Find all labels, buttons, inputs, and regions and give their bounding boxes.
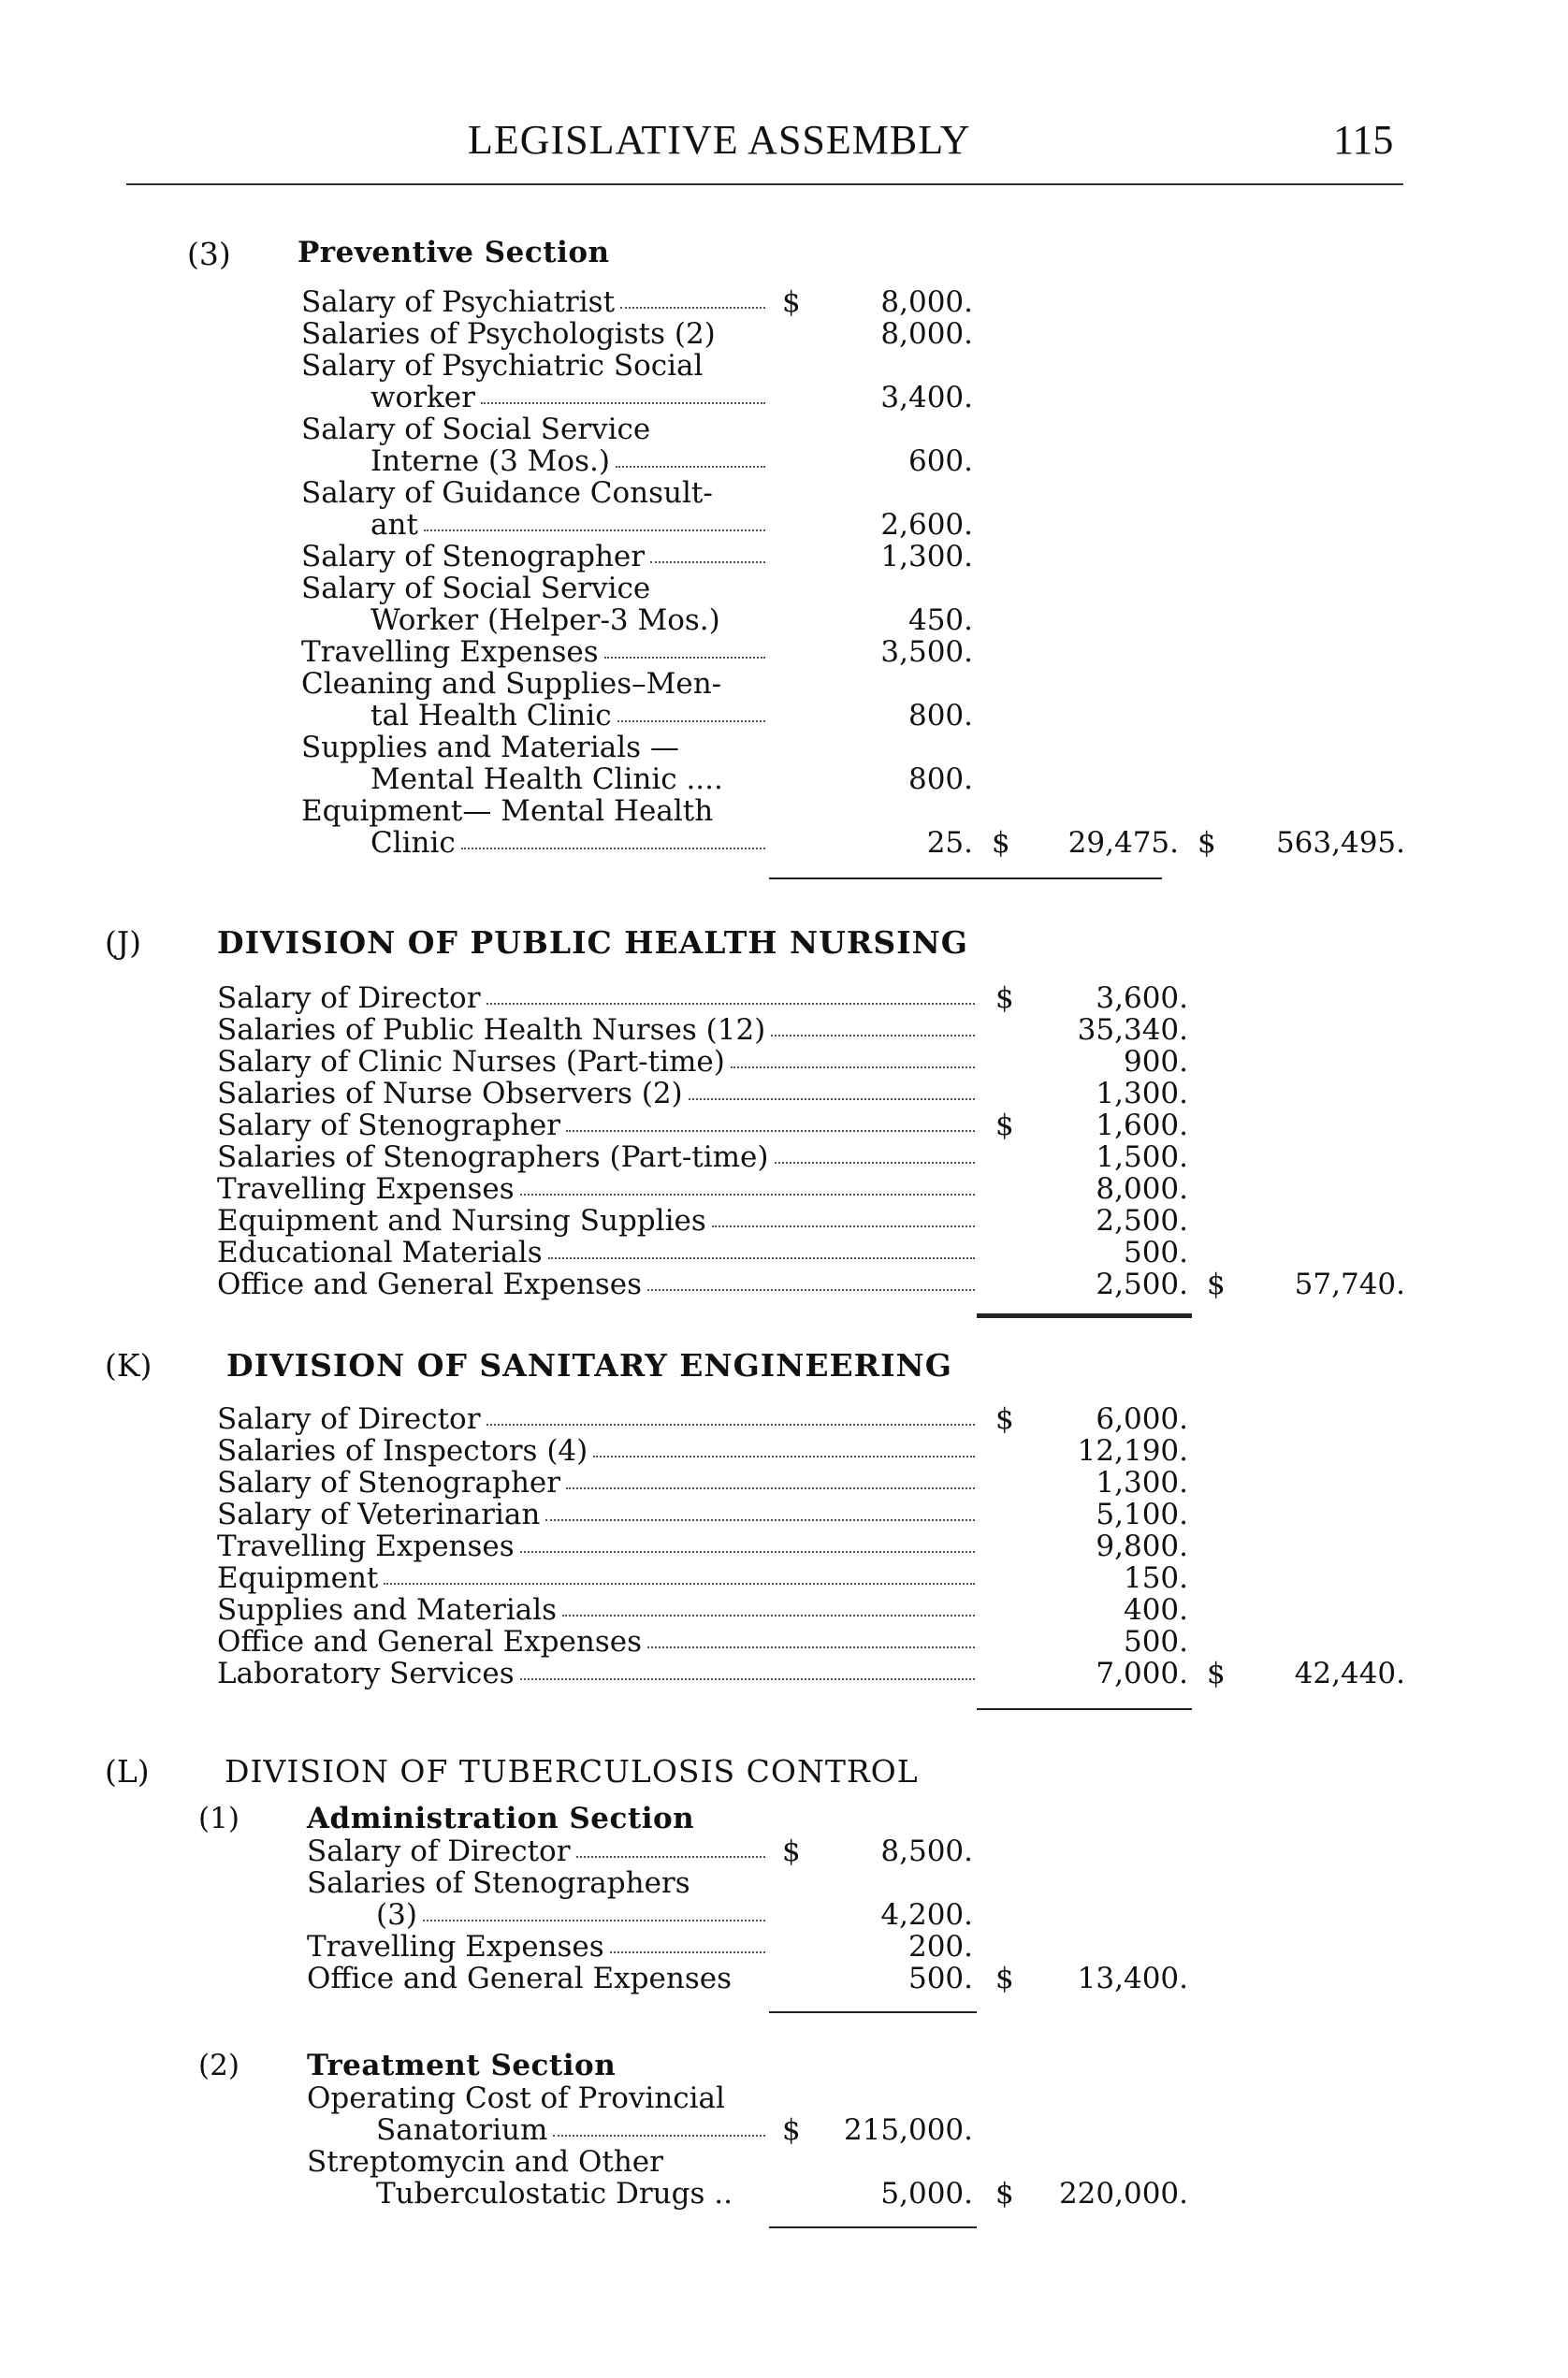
nursing-total: 57,740. bbox=[1294, 1268, 1405, 1301]
treatment-item-amount: 5,000. bbox=[880, 2177, 973, 2211]
preventive-item-line: ant bbox=[301, 509, 771, 541]
preventive-item-amount: 8,000. bbox=[880, 285, 973, 319]
sanitary-item-amount: 5,100. bbox=[1096, 1498, 1188, 1531]
preventive-item-amount: 1,300. bbox=[880, 540, 973, 573]
preventive-item-amount: 800. bbox=[907, 699, 973, 732]
dollar-sign: $ bbox=[995, 1109, 1014, 1142]
dollar-sign: $ bbox=[995, 981, 1014, 1015]
sanitary-item-line: Supplies and Materials bbox=[217, 1594, 980, 1626]
dollar-sign: $ bbox=[995, 1962, 1014, 1995]
preventive-item-amount: 8,000. bbox=[880, 317, 973, 351]
sanitary-item-line: Salary of Director bbox=[217, 1403, 980, 1435]
nursing-item-amount: 1,300. bbox=[1096, 1077, 1188, 1110]
administration-item-line: Office and General Expenses bbox=[307, 1962, 732, 1995]
dollar-sign: $ bbox=[1198, 826, 1216, 860]
nursing-item-amount: 2,500. bbox=[1096, 1204, 1188, 1238]
preventive-section-title: Preventive Section bbox=[298, 236, 610, 269]
preventive-item-amount: 25. bbox=[926, 826, 973, 860]
sanitary-item-line: Salaries of Inspectors (4) bbox=[217, 1435, 980, 1467]
dollar-sign: $ bbox=[995, 2177, 1014, 2211]
tuberculosis-division-title: DIVISION OF TUBERCULOSIS CONTROL bbox=[225, 1753, 919, 1790]
administration-item-amount: 500. bbox=[907, 1962, 973, 1995]
nursing-item-amount: 900. bbox=[1123, 1045, 1188, 1079]
preventive-item-line: tal Health Clinic bbox=[301, 700, 771, 732]
nursing-item-line: Travelling Expenses bbox=[217, 1173, 980, 1205]
preventive-item-amount: 450. bbox=[907, 603, 973, 637]
treatment-subtotal: 220,000. bbox=[1058, 2177, 1188, 2211]
sanitary-item-amount: 1,300. bbox=[1096, 1466, 1188, 1500]
preventive-item-line: Salary of Stenographer bbox=[301, 541, 771, 573]
nursing-item-line: Salaries of Public Health Nurses (12) bbox=[217, 1014, 980, 1046]
administration-item-line: Salary of Director bbox=[307, 1835, 771, 1867]
administration-item-line: Salaries of Stenographers bbox=[307, 1866, 690, 1900]
preventive-total: 563,495. bbox=[1275, 826, 1405, 860]
administration-item-amount: 4,200. bbox=[880, 1898, 973, 1932]
nursing-item-amount: 500. bbox=[1123, 1236, 1188, 1269]
preventive-item-line: Salary of Social Service bbox=[301, 413, 651, 446]
dollar-sign: $ bbox=[782, 2113, 801, 2147]
dollar-sign: $ bbox=[782, 285, 801, 319]
sanitary-item-amount: 500. bbox=[1123, 1625, 1188, 1659]
page-header-title: LEGISLATIVE ASSEMBLY bbox=[468, 117, 971, 163]
administration-item-amount: 8,500. bbox=[880, 1834, 973, 1868]
dollar-sign: $ bbox=[995, 1402, 1014, 1436]
preventive-item-line: worker bbox=[301, 382, 771, 413]
sanitary-item-line: Office and General Expenses bbox=[217, 1626, 980, 1658]
dollar-sign: $ bbox=[1207, 1268, 1226, 1301]
nursing-item-amount: 8,000. bbox=[1096, 1172, 1188, 1206]
sanitary-item-line: Laboratory Services bbox=[217, 1658, 980, 1689]
sanitary-item-amount: 150. bbox=[1123, 1561, 1188, 1595]
nursing-item-line: Salaries of Stenographers (Part-time) bbox=[217, 1141, 980, 1173]
preventive-subtotal: 29,475. bbox=[1067, 826, 1179, 860]
nursing-item-line: Salary of Stenographer bbox=[217, 1109, 980, 1141]
sanitary-item-amount: 6,000. bbox=[1096, 1402, 1188, 1436]
preventive-item-line: Clinic bbox=[301, 827, 771, 859]
preventive-item-line: Cleaning and Supplies–Men- bbox=[301, 667, 722, 701]
preventive-item-line: Supplies and Materials — bbox=[301, 731, 679, 764]
nursing-item-line: Educational Materials bbox=[217, 1237, 980, 1269]
preventive-item-line: Salary of Psychiatric Social bbox=[301, 349, 704, 383]
sanitary-item-amount: 12,190. bbox=[1077, 1434, 1188, 1468]
preventive-item-line: Mental Health Clinic .... bbox=[370, 762, 723, 796]
dollar-sign: $ bbox=[782, 1834, 801, 1868]
nursing-item-line: Salary of Director bbox=[217, 982, 980, 1014]
nursing-item-line: Salary of Clinic Nurses (Part-time) bbox=[217, 1046, 980, 1078]
preventive-item-line: Salary of Social Service bbox=[301, 572, 651, 605]
treatment-section-number: (2) bbox=[198, 2049, 240, 2082]
subtotal-rule bbox=[769, 877, 1162, 879]
administration-item-amount: 200. bbox=[907, 1930, 973, 1964]
sanitary-item-amount: 9,800. bbox=[1096, 1530, 1188, 1563]
preventive-item-line: Salary of Psychiatrist bbox=[301, 286, 771, 318]
dollar-sign: $ bbox=[1207, 1657, 1226, 1690]
sanitary-item-line: Salary of Veterinarian bbox=[217, 1499, 980, 1530]
preventive-item-line: Equipment— Mental Health bbox=[301, 794, 714, 828]
subtotal-rule bbox=[769, 2011, 977, 2013]
preventive-item-amount: 2,600. bbox=[880, 508, 973, 542]
total-rule bbox=[977, 1313, 1192, 1318]
preventive-item-line: Interne (3 Mos.) bbox=[301, 445, 771, 477]
nursing-item-amount: 2,500. bbox=[1096, 1268, 1188, 1301]
administration-section-number: (1) bbox=[198, 1802, 240, 1835]
administration-item-line: (3) bbox=[307, 1899, 771, 1931]
treatment-item-line: Operating Cost of Provincial bbox=[307, 2081, 725, 2115]
tuberculosis-division-letter: (L) bbox=[105, 1753, 150, 1790]
nursing-item-amount: 1,600. bbox=[1096, 1109, 1188, 1142]
sanitary-division-title: DIVISION OF SANITARY ENGINEERING bbox=[226, 1347, 952, 1384]
treatment-item-line: Tuberculostatic Drugs .. bbox=[376, 2177, 733, 2211]
preventive-item-amount: 800. bbox=[907, 762, 973, 796]
nursing-item-line: Equipment and Nursing Supplies bbox=[217, 1205, 980, 1237]
administration-item-line: Travelling Expenses bbox=[307, 1931, 771, 1963]
preventive-item-line: Worker (Helper-3 Mos.) bbox=[370, 603, 720, 637]
preventive-section-number: (3) bbox=[187, 236, 231, 272]
preventive-item-amount: 600. bbox=[907, 444, 973, 478]
treatment-item-line: Streptomycin and Other bbox=[307, 2145, 663, 2179]
sanitary-item-line: Travelling Expenses bbox=[217, 1530, 980, 1562]
sanitary-total: 42,440. bbox=[1294, 1657, 1405, 1690]
sanitary-item-amount: 400. bbox=[1123, 1593, 1188, 1627]
preventive-item-amount: 3,400. bbox=[880, 381, 973, 414]
page-number: 115 bbox=[1333, 117, 1394, 163]
header-rule bbox=[126, 183, 1403, 185]
treatment-item-line: Sanatorium bbox=[307, 2114, 771, 2146]
nursing-division-title: DIVISION OF PUBLIC HEALTH NURSING bbox=[217, 924, 968, 961]
subtotal-rule bbox=[769, 2226, 977, 2228]
nursing-item-line: Office and General Expenses bbox=[217, 1269, 980, 1300]
preventive-item-line: Salaries of Psychologists (2) bbox=[301, 317, 716, 351]
sanitary-item-amount: 7,000. bbox=[1096, 1657, 1188, 1690]
preventive-item-line: Travelling Expenses bbox=[301, 636, 771, 668]
preventive-item-amount: 3,500. bbox=[880, 635, 973, 669]
treatment-item-amount: 215,000. bbox=[843, 2113, 973, 2147]
dollar-sign: $ bbox=[992, 826, 1010, 860]
total-rule bbox=[977, 1708, 1192, 1710]
nursing-item-line: Salaries of Nurse Observers (2) bbox=[217, 1078, 980, 1109]
nursing-item-amount: 1,500. bbox=[1096, 1140, 1188, 1174]
sanitary-item-line: Equipment bbox=[217, 1562, 980, 1594]
preventive-item-line: Salary of Guidance Consult- bbox=[301, 476, 713, 510]
treatment-section-title: Treatment Section bbox=[307, 2049, 617, 2082]
sanitary-division-letter: (K) bbox=[105, 1347, 152, 1384]
administration-subtotal: 13,400. bbox=[1077, 1962, 1188, 1995]
administration-section-title: Administration Section bbox=[307, 1802, 695, 1835]
nursing-item-amount: 3,600. bbox=[1096, 981, 1188, 1015]
sanitary-item-line: Salary of Stenographer bbox=[217, 1467, 980, 1499]
nursing-division-letter: (J) bbox=[105, 924, 141, 961]
nursing-item-amount: 35,340. bbox=[1077, 1013, 1188, 1047]
